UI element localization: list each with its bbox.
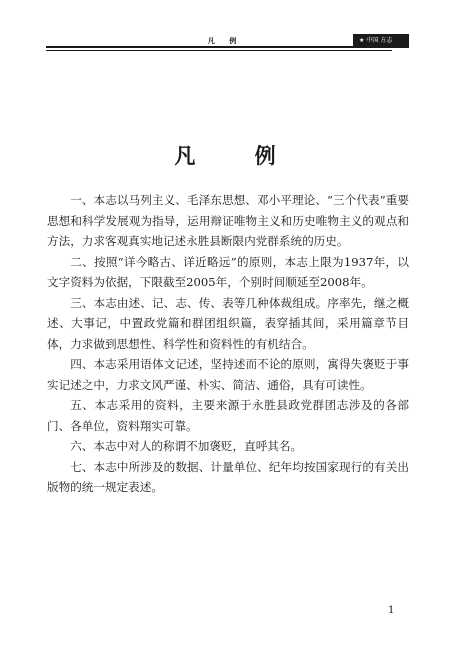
page-number: 1 — [388, 605, 395, 616]
header-rule-thin — [46, 50, 392, 51]
body-text — [47, 190, 409, 498]
paragraph-7: 七、本志中所涉及的数据、计量单位、纪年均按国家现行的有关出版物的统一规定表述。 — [47, 459, 409, 494]
paragraph-6: 六、本志中对人的称谓不加褒贬，直呼其名。 — [70, 439, 303, 453]
header-logo: ★ 中国 方志 — [353, 34, 409, 48]
running-header-title: 凡 例 — [207, 36, 243, 45]
paragraph-4: 四、本志采用语体文记述，坚持述而不论的原则，寓得失褒贬于事实记述之中，力求文风严谨、朴实、简洁、通俗，具有可读性。 — [47, 357, 409, 392]
header-rule — [46, 46, 392, 48]
paragraph-2: 二、按照“详今略古、详近略远”的原则，本志上限为1937年，以文字资料为依据，下限截至2005年，个别时间顺延至2008年。 — [47, 254, 409, 289]
page-title: 凡 例 — [174, 143, 302, 168]
paragraph-5: 五、本志采用的资料，主要来源于永胜县政党群团志涉及的各部门、各单位，资料翔实可靠。 — [47, 398, 409, 433]
paragraph-1: 一、本志以马列主义、毛泽东思想、邓小平理论、“三个代表”重要思想和科学发展观为指导，运用辩证唯物主义和历史唯物主义的观点和方法，力求客观真实地记述永胜县断限内党群系统的历史。 — [47, 193, 409, 248]
paragraph-3: 三、本志由述、记、志、传、表等几种体裁组成。序率先，继之概述、大事记，中置政党篇和群团组织篇，表穿插其间，采用篇章节目体，力求做到思想性、科学性和资料性的有机结合。 — [47, 295, 409, 351]
